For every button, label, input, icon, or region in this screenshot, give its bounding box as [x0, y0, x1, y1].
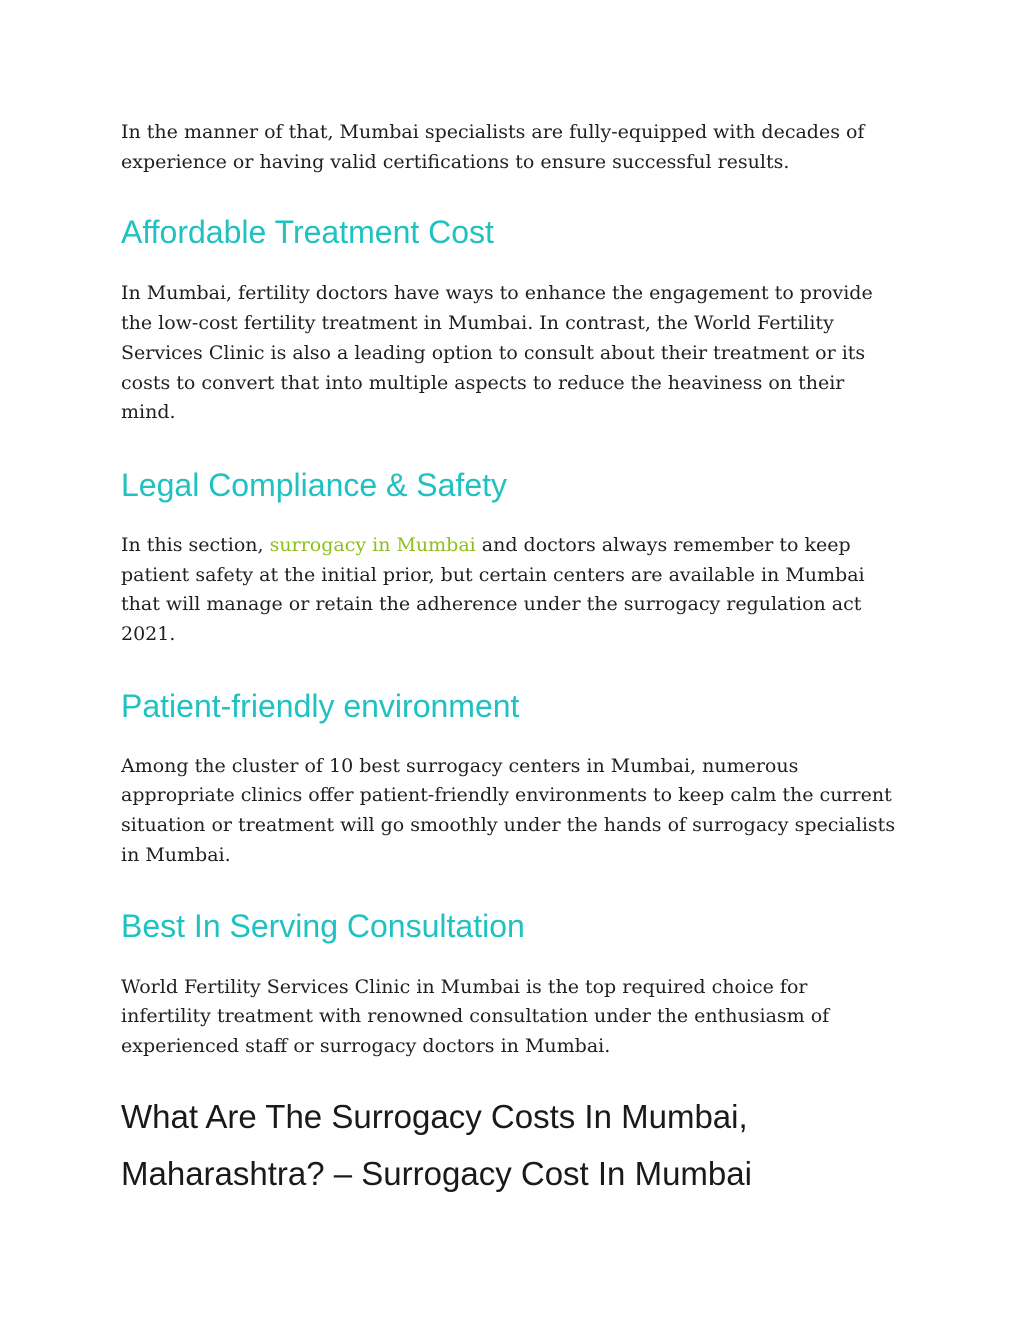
patient-friendly-heading: Patient-friendly environment — [121, 687, 520, 724]
legal-compliance-heading: Legal Compliance & Safety — [121, 466, 507, 503]
intro-paragraph: In the manner of that, Mumbai specialists are fully-equipped with decades of experience or having valid certifications to ensure successful results. — [121, 121, 865, 173]
best-consultation-heading: Best In Serving Consultation — [121, 907, 525, 944]
legal-paragraph-prefix: In this section, — [121, 533, 270, 556]
legal-paragraph-suffix: and doctors always remember to keep patient safety at the initial prior, but certain centers are available in Mumbai that will manage or retain the adherence under the surrogacy regulation act 2021. — [121, 533, 865, 646]
surrogacy-in-mumbai-link[interactable]: surrogacy in Mumbai — [269, 533, 476, 556]
legal-compliance-paragraph — [121, 531, 901, 650]
affordable-treatment-heading: Affordable Treatment Cost — [121, 214, 494, 251]
best-consultation-paragraph: World Fertility Services Clinic in Mumbai is the top required choice for infertility treatment with renowned consultation under the enthusiasm of experienced staff or surrogacy doctors in Mumbai. — [121, 975, 830, 1057]
patient-friendly-paragraph: Among the cluster of 10 best surrogacy centers in Mumbai, numerous appropriate clinics offer patient-friendly environments to keep calm the current situation or treatment will go smoothly under the hands of surrogacy specialists in Mumbai. — [121, 754, 896, 866]
surrogacy-cost-heading: What Are The Surrogacy Costs In Mumbai, Maharashtra? – Surrogacy Cost In Mumbai — [121, 1097, 752, 1192]
document-page — [121, 118, 901, 1202]
affordable-treatment-paragraph: In Mumbai, fertility doctors have ways to enhance the engagement to provide the low-cost fertility treatment in Mumbai. In contrast, the World Fertility Services Clinic is also a leading option to consult about their treatment or its costs to convert that into multiple aspects to reduce the heaviness on their mind. — [121, 282, 873, 424]
